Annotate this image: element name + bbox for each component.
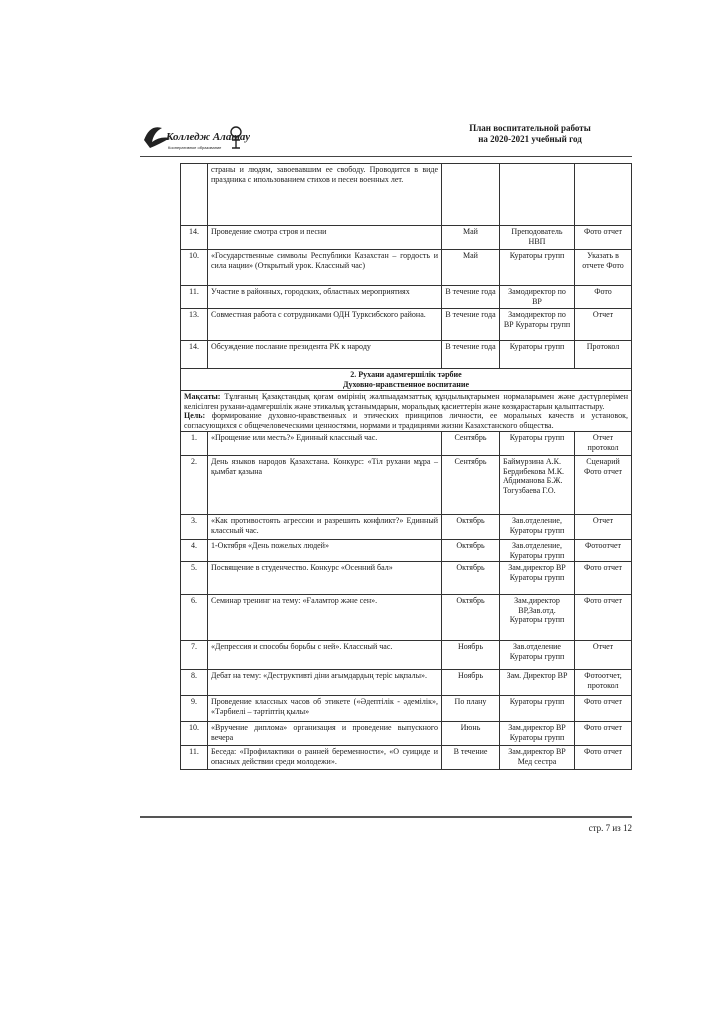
row-report: Фотоотчет [575, 540, 632, 562]
row-responsible: Зам. Директор ВР [500, 670, 575, 696]
row-responsible: Преподователь НВП [500, 226, 575, 250]
logo-text: Колледж Алатау [166, 131, 250, 143]
row-number: 4. [181, 540, 208, 562]
row-description: Посвящение в студенчество. Конкурс «Осенний бал» [208, 562, 442, 595]
row-responsible [500, 164, 575, 226]
section-goals-row [181, 391, 632, 432]
goal-ru-label: Цель: [184, 411, 206, 420]
row-date: Ноябрь [442, 641, 500, 670]
row-responsible: Зам.директор ВР Кураторы групп [500, 562, 575, 595]
row-date: Ноябрь [442, 670, 500, 696]
row-responsible: Зав.отделение, Кураторы групп [500, 540, 575, 562]
row-responsible: Замодиректор по ВР [500, 286, 575, 309]
row-number: 7. [181, 641, 208, 670]
table-row [181, 341, 632, 369]
table-row [181, 164, 632, 226]
row-date: Октябрь [442, 595, 500, 641]
row-date [442, 164, 500, 226]
section-title-kz: 2. Рухани адамгершілік тәрбие [350, 370, 462, 379]
row-report: Фото отчет [575, 226, 632, 250]
row-report: Фото отчет [575, 562, 632, 595]
table-row [181, 641, 632, 670]
row-responsible: Кураторы групп [500, 696, 575, 722]
row-date: Сентябрь [442, 456, 500, 515]
row-number: 10. [181, 250, 208, 286]
row-date: Май [442, 250, 500, 286]
row-report: Сценарий Фото отчет [575, 456, 632, 515]
document-title [430, 123, 630, 145]
row-description: Дебат на тему: «Деструктивті діни ағымдардың теріс ықпалы». [208, 670, 442, 696]
row-responsible: Зам.директор ВР Кураторы групп [500, 722, 575, 746]
row-description: «Прощение или месть?» Единный классный час. [208, 432, 442, 456]
row-description: Проведение классных часов об этикете («Әдептілік - әдемілік», «Тәрбиелі – тәртіптің қылы» [208, 696, 442, 722]
row-report: Отчет [575, 515, 632, 540]
row-responsible: Баймурзина А.К. Бердибекова М.К. Абдиманова Б.Ж. Тогузбаева Г.О. [500, 456, 575, 515]
row-responsible: Кураторы групп [500, 341, 575, 369]
row-description: Проведение смотра строя и песни [208, 226, 442, 250]
row-description: Беседа: «Профилактики о ранней беременности», «О суициде и опасных действии среди молодежи». [208, 746, 442, 770]
footer-divider [140, 816, 632, 818]
row-description: страны и людям, завоевавшим ее свободу. Проводится в виде праздника с ипользованием стихов и песен военных лет. [208, 164, 442, 226]
row-date: Май [442, 226, 500, 250]
row-responsible: Замодиректор по ВР Кураторы групп [500, 309, 575, 341]
college-logo [140, 120, 250, 154]
row-report [575, 164, 632, 226]
row-description: Семинар тренинг на тему: «Ғаламтор және сен». [208, 595, 442, 641]
row-description: Обсуждение послание президента РК к народу [208, 341, 442, 369]
row-report: Фото отчет [575, 696, 632, 722]
row-date: Октябрь [442, 540, 500, 562]
row-description: «Как противостоять агрессии и разрешить конфликт?» Единный классный час. [208, 515, 442, 540]
page-number: стр. 7 из 12 [588, 823, 632, 833]
goal-ru [184, 411, 628, 430]
row-description: Совместная работа с сотрудниками ОДН Турксибского района. [208, 309, 442, 341]
table-row [181, 540, 632, 562]
table-row [181, 250, 632, 286]
row-report: Отчет [575, 641, 632, 670]
goal-kz [184, 392, 628, 411]
row-report: Фото отчет [575, 746, 632, 770]
row-report: Фото отчет [575, 722, 632, 746]
row-report: Фото [575, 286, 632, 309]
section-header [181, 369, 632, 391]
goal-ru-text: формирование духовно-нравственных и этических принципов личности, ее моральных качеств и установок, согласующихся с общечеловеческими ценностями, нормами и традициями жизни Казахстанского общества. [184, 411, 629, 430]
table-row [181, 309, 632, 341]
row-number: 9. [181, 696, 208, 722]
row-responsible: Зам.директор ВР,Зав.отд. Кураторы групп [500, 595, 575, 641]
row-report: Отчет [575, 309, 632, 341]
row-date: Октябрь [442, 515, 500, 540]
document-title-line2: на 2020-2021 учебный год [478, 134, 582, 144]
row-number: 5. [181, 562, 208, 595]
table-row [181, 746, 632, 770]
table-row [181, 595, 632, 641]
row-description: «Депрессия и способы борьбы с ней». Классный час. [208, 641, 442, 670]
row-date: Июнь [442, 722, 500, 746]
row-number [181, 164, 208, 226]
row-date: В течение года [442, 341, 500, 369]
goal-kz-text: Тұлғаның Қазақстандық қоғам өмірінің жалпыадамзаттық құндылықтарымен нормаларымен және дәстүрлерімен келісілген рухани-адамгершілік және этикалық ұстанымдарын, моральдық қасиеттерін және көзқарастарын қалыптастыру. [184, 392, 629, 411]
row-number: 3. [181, 515, 208, 540]
row-number: 1. [181, 432, 208, 456]
row-number: 14. [181, 226, 208, 250]
goal-kz-label: Мақсаты: [184, 392, 221, 401]
row-date: В течение [442, 746, 500, 770]
row-description: «Вручение диплома» организация и проведение выпускного вечера [208, 722, 442, 746]
row-description: 1-Октября «День пожелых людей» [208, 540, 442, 562]
table-row [181, 562, 632, 595]
row-report: Фотоотчет, протокол [575, 670, 632, 696]
table-row [181, 286, 632, 309]
row-responsible: Зав.отделение, Кураторы групп [500, 515, 575, 540]
table-row [181, 432, 632, 456]
row-responsible: Зам.директор ВР Мед сестра [500, 746, 575, 770]
row-description: День языков народов Қазахстана. Конкурс: «Тіл рухани мұра –қымбат қазына [208, 456, 442, 515]
row-number: 6. [181, 595, 208, 641]
table-row [181, 696, 632, 722]
row-responsible: Кураторы групп [500, 432, 575, 456]
table-row [181, 670, 632, 696]
row-number: 11. [181, 286, 208, 309]
row-report: Протокол [575, 341, 632, 369]
row-report: Указать в отчете Фото [575, 250, 632, 286]
row-number: 10. [181, 722, 208, 746]
table-row [181, 722, 632, 746]
row-description: Участие в районных, городских, областных мероприятиях [208, 286, 442, 309]
header-divider [140, 156, 632, 157]
section-goals [181, 391, 632, 432]
plan-table [180, 163, 632, 770]
row-number: 2. [181, 456, 208, 515]
row-number: 13. [181, 309, 208, 341]
table-row [181, 456, 632, 515]
table-row [181, 226, 632, 250]
row-date: В течение года [442, 286, 500, 309]
row-date: По плану [442, 696, 500, 722]
row-description: «Государственные символы Республики Казахстан – гордость и сила нации» (Открытый урок. Классный час) [208, 250, 442, 286]
row-report: Отчет протокол [575, 432, 632, 456]
row-date: Сентябрь [442, 432, 500, 456]
row-report: Фото отчет [575, 595, 632, 641]
row-number: 8. [181, 670, 208, 696]
row-number: 11. [181, 746, 208, 770]
section-title-ru: Духовно-нравственное воспитание [342, 379, 470, 389]
row-date: В течение года [442, 309, 500, 341]
logo-subtext: Кооперативное образование [168, 145, 222, 150]
row-number: 14. [181, 341, 208, 369]
table-row [181, 515, 632, 540]
row-responsible: Кураторы групп [500, 250, 575, 286]
section-header-row [181, 369, 632, 391]
row-date: Октябрь [442, 562, 500, 595]
row-responsible: Зав.отделение Кураторы групп [500, 641, 575, 670]
document-title-line1: План воспитательной работы [469, 123, 591, 133]
